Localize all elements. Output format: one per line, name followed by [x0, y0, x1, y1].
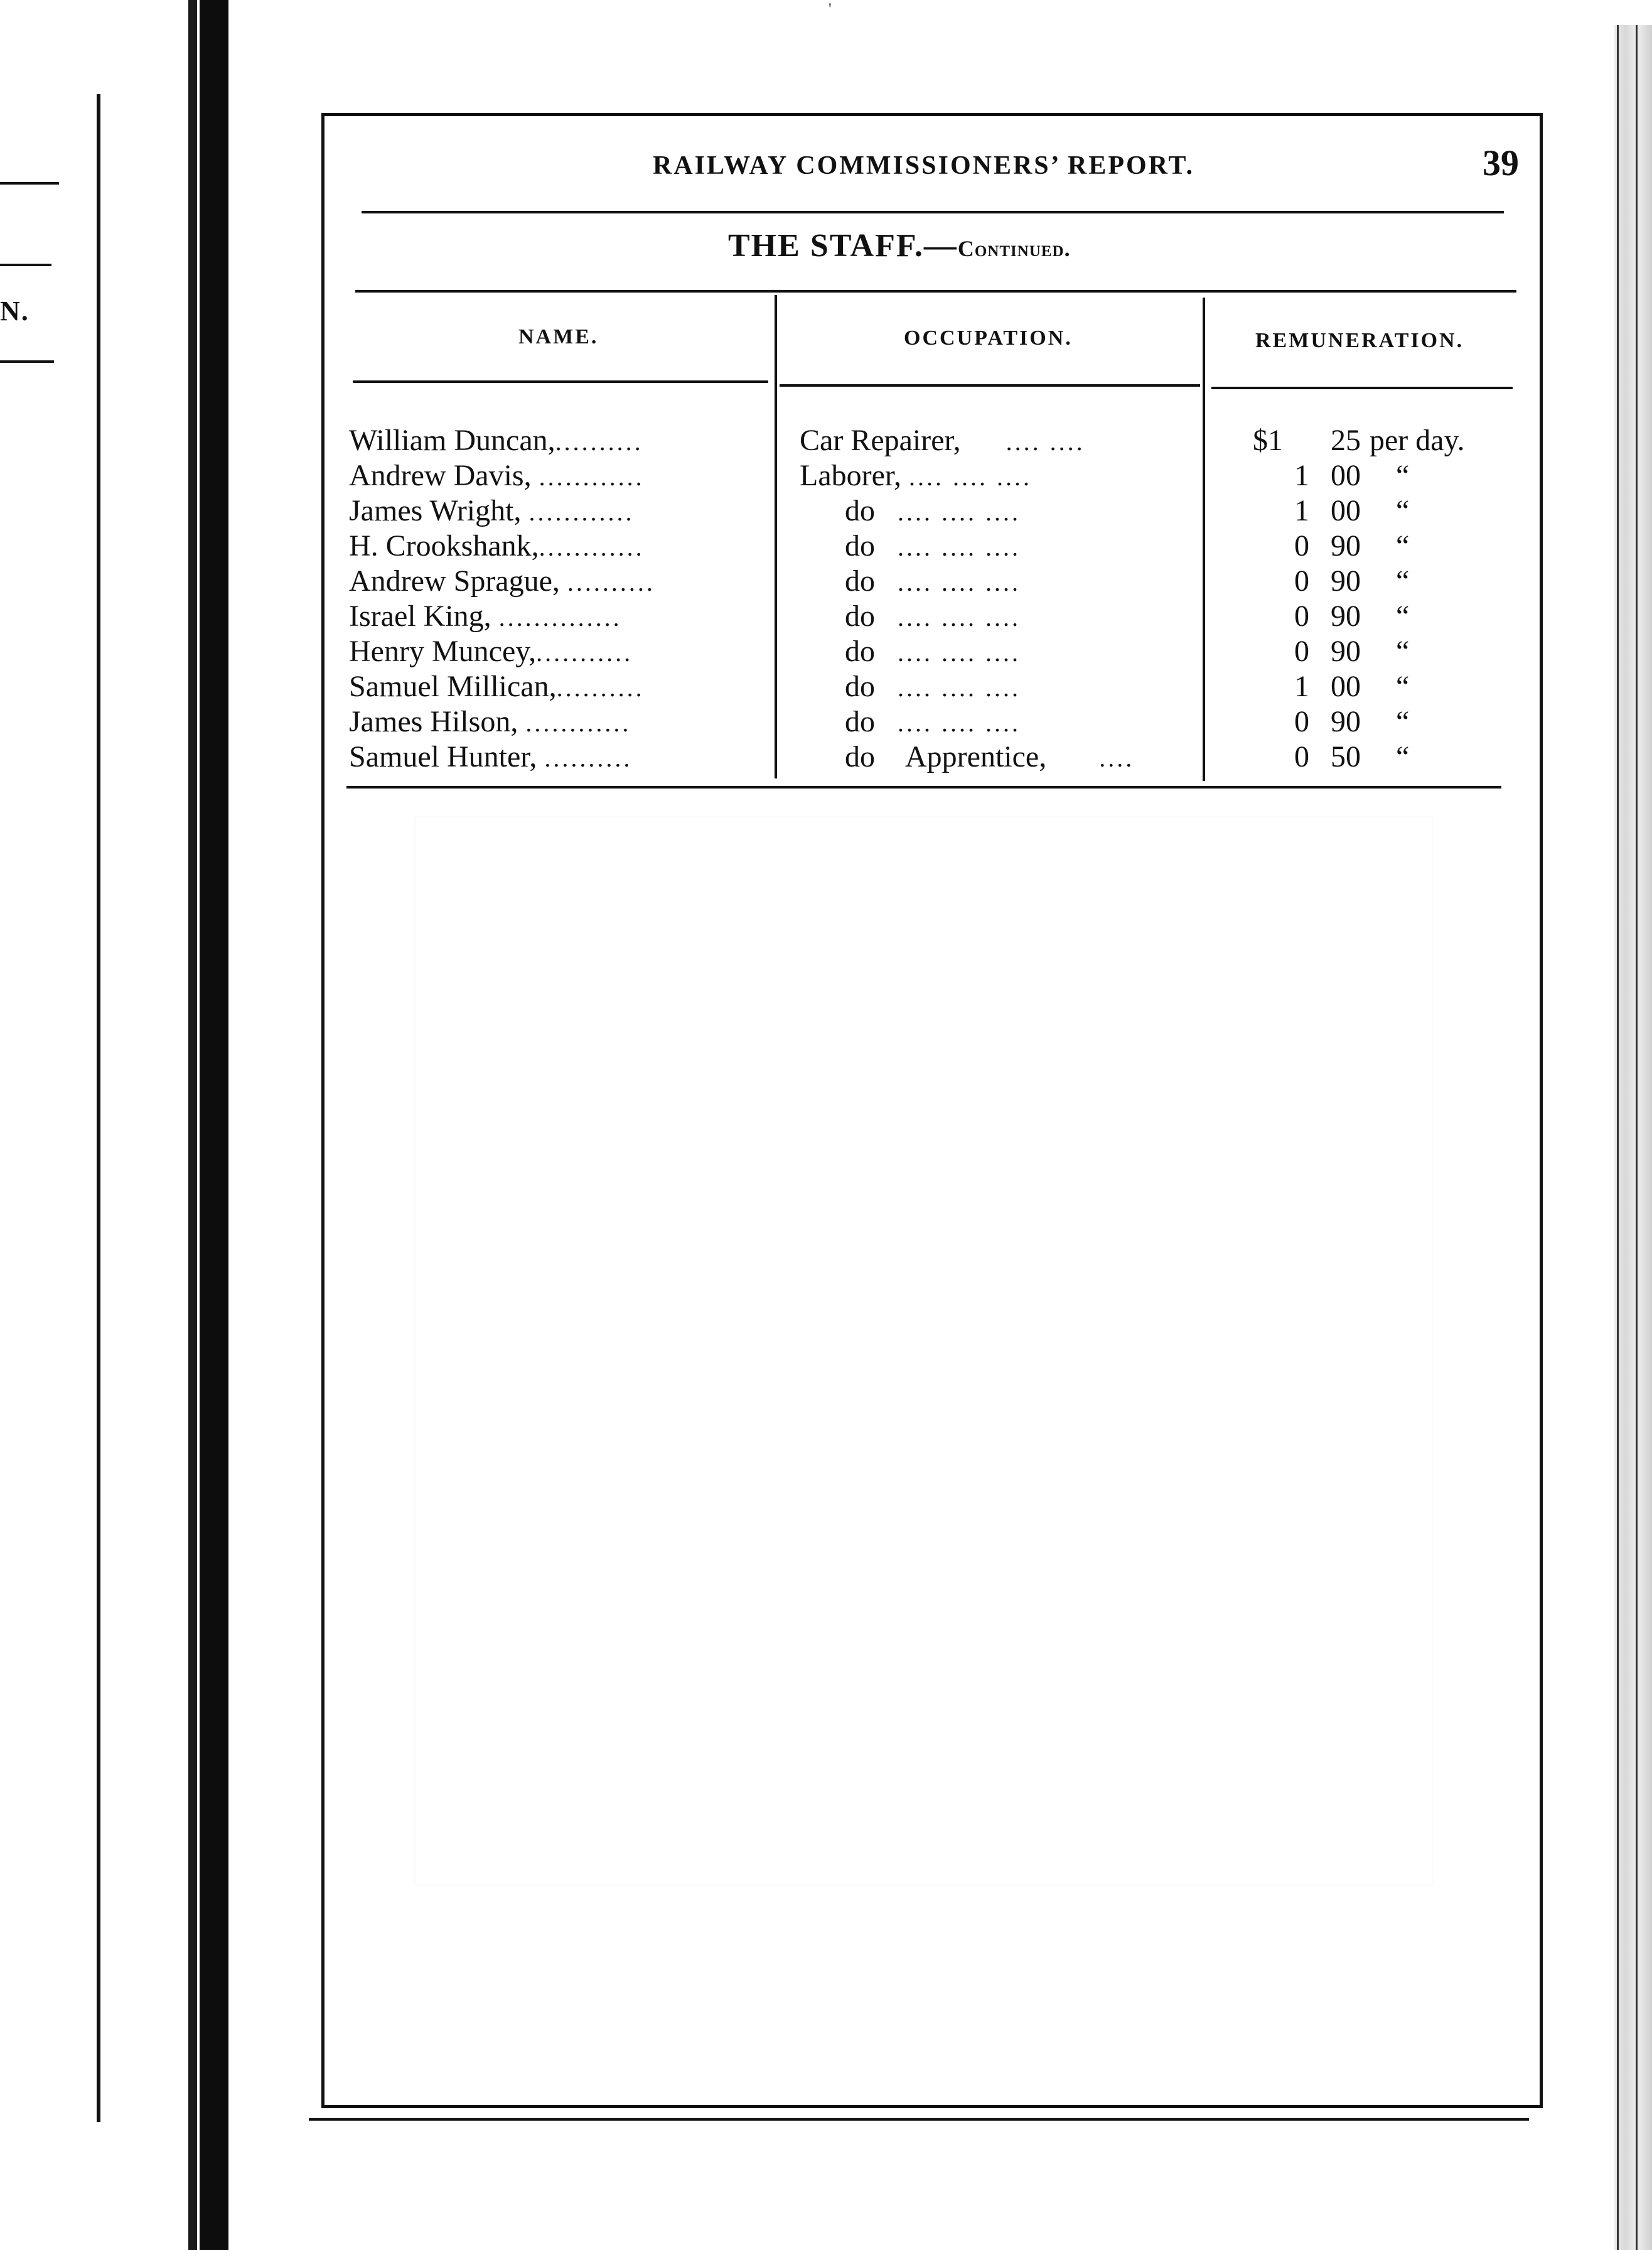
- previous-page-rule: [0, 360, 54, 363]
- remuneration-cents: 50: [1331, 740, 1361, 773]
- table-row: [349, 599, 1472, 634]
- staff-occupation: do .... .... ....: [845, 494, 1021, 527]
- staff-occupation: Car Repairer, .... ....: [800, 424, 1085, 457]
- remuneration-dollars: 0: [1294, 529, 1309, 562]
- staff-occupation: do .... .... ....: [845, 705, 1021, 738]
- remuneration-unit: “: [1396, 564, 1410, 598]
- page-edge: [1614, 25, 1652, 2250]
- remuneration-cents: 90: [1331, 564, 1361, 598]
- remuneration-cents: 90: [1331, 705, 1361, 738]
- remuneration-cents: 90: [1331, 529, 1361, 562]
- table-row: [349, 564, 1472, 599]
- remuneration-cents: 00: [1331, 494, 1361, 527]
- table-row: [349, 634, 1472, 669]
- column-header-rule: [780, 384, 1200, 387]
- remuneration-unit: “: [1396, 670, 1410, 703]
- table-row: [349, 493, 1472, 529]
- remuneration-unit: “: [1396, 494, 1410, 527]
- remuneration-dollars: 0: [1294, 635, 1309, 668]
- staff-occupation: do .... .... ....: [845, 600, 1021, 633]
- column-header-rule: [353, 380, 768, 383]
- staff-occupation: Laborer, .... .... ....: [800, 459, 1032, 492]
- page-number: 39: [1483, 143, 1519, 183]
- table-top-rule: [355, 290, 1516, 293]
- table-row: [349, 529, 1472, 564]
- section-title-main: THE STAFF.—: [728, 228, 958, 264]
- table-row: [349, 423, 1472, 458]
- staff-name: James Hilson, ............: [349, 705, 631, 738]
- remuneration-unit: “: [1396, 635, 1410, 668]
- previous-page-border: [97, 94, 100, 2122]
- remuneration-unit: “: [1396, 740, 1410, 773]
- remuneration-unit: “: [1396, 529, 1410, 562]
- previous-page-rule: [0, 182, 59, 185]
- page-bottom-rule: [309, 2118, 1529, 2121]
- remuneration-dollars: 0: [1294, 600, 1309, 633]
- staff-name: Israel King, ..............: [349, 600, 622, 633]
- remuneration-dollars: 1: [1294, 494, 1309, 527]
- column-header-name: NAME.: [518, 325, 599, 348]
- gutter-shadow: [188, 0, 197, 2250]
- previous-page-text: N.: [0, 296, 30, 326]
- remuneration-unit: “: [1396, 459, 1410, 492]
- table-row: [349, 669, 1472, 704]
- table-row: [349, 704, 1472, 740]
- section-title-continued: Continued.: [957, 236, 1071, 261]
- staff-occupation: do .... .... ....: [845, 635, 1021, 668]
- remuneration-dollars: 1: [1294, 670, 1309, 703]
- remuneration-dollars: 0: [1294, 740, 1309, 773]
- table-row: [349, 458, 1472, 493]
- remuneration-unit: “: [1396, 600, 1410, 633]
- stray-mark: ': [829, 0, 832, 18]
- remuneration-dollars: 1: [1294, 459, 1309, 492]
- remuneration-dollars: $1: [1253, 424, 1283, 457]
- column-header-occupation: OCCUPATION.: [904, 326, 1073, 350]
- occupation-detail: Apprentice,: [905, 740, 1047, 773]
- remuneration-cents: 25: [1331, 424, 1361, 457]
- remuneration-dollars: 0: [1294, 705, 1309, 738]
- remuneration-cents: 90: [1331, 600, 1361, 633]
- remuneration-dollars: 0: [1294, 564, 1309, 598]
- remuneration-cents: 00: [1331, 459, 1361, 492]
- table-row: [349, 740, 1472, 775]
- page-header: [326, 144, 1519, 188]
- remuneration-unit: “: [1396, 705, 1410, 738]
- staff-name: Samuel Hunter, ..........: [349, 740, 633, 773]
- staff-name: Andrew Davis, ............: [349, 459, 645, 492]
- header-rule: [362, 211, 1504, 213]
- staff-name: Andrew Sprague, ..........: [349, 564, 655, 598]
- show-through-plate: [414, 816, 1434, 1886]
- remuneration-cents: 00: [1331, 670, 1361, 703]
- staff-name: Henry Muncey,...........: [349, 635, 633, 668]
- column-header-rule: [1211, 387, 1513, 389]
- remuneration-unit: per day.: [1370, 424, 1465, 457]
- page-edge-line: [1617, 25, 1619, 2250]
- table-bottom-rule: [346, 786, 1501, 789]
- running-title: RAILWAY COMMISSIONERS’ REPORT.: [653, 151, 1194, 180]
- staff-occupation: do Apprentice, ....: [845, 740, 1135, 773]
- book-gutter: [200, 0, 228, 2250]
- previous-page-fragment: [0, 0, 188, 2250]
- staff-name: James Wright, ............: [349, 494, 635, 527]
- staff-occupation: do .... .... ....: [845, 564, 1021, 598]
- column-header-remuneration: REMUNERATION.: [1255, 329, 1464, 352]
- section-title: [728, 227, 1071, 264]
- staff-name: Samuel Millican,..........: [349, 670, 645, 703]
- page-edge-line: [1636, 25, 1638, 2250]
- remuneration-cents: 90: [1331, 635, 1361, 668]
- previous-page-rule: [0, 264, 51, 266]
- staff-occupation: do .... .... ....: [845, 529, 1021, 562]
- staff-name: H. Crookshank,............: [349, 529, 645, 562]
- staff-occupation: do .... .... ....: [845, 670, 1021, 703]
- staff-name: William Duncan,..........: [349, 424, 643, 457]
